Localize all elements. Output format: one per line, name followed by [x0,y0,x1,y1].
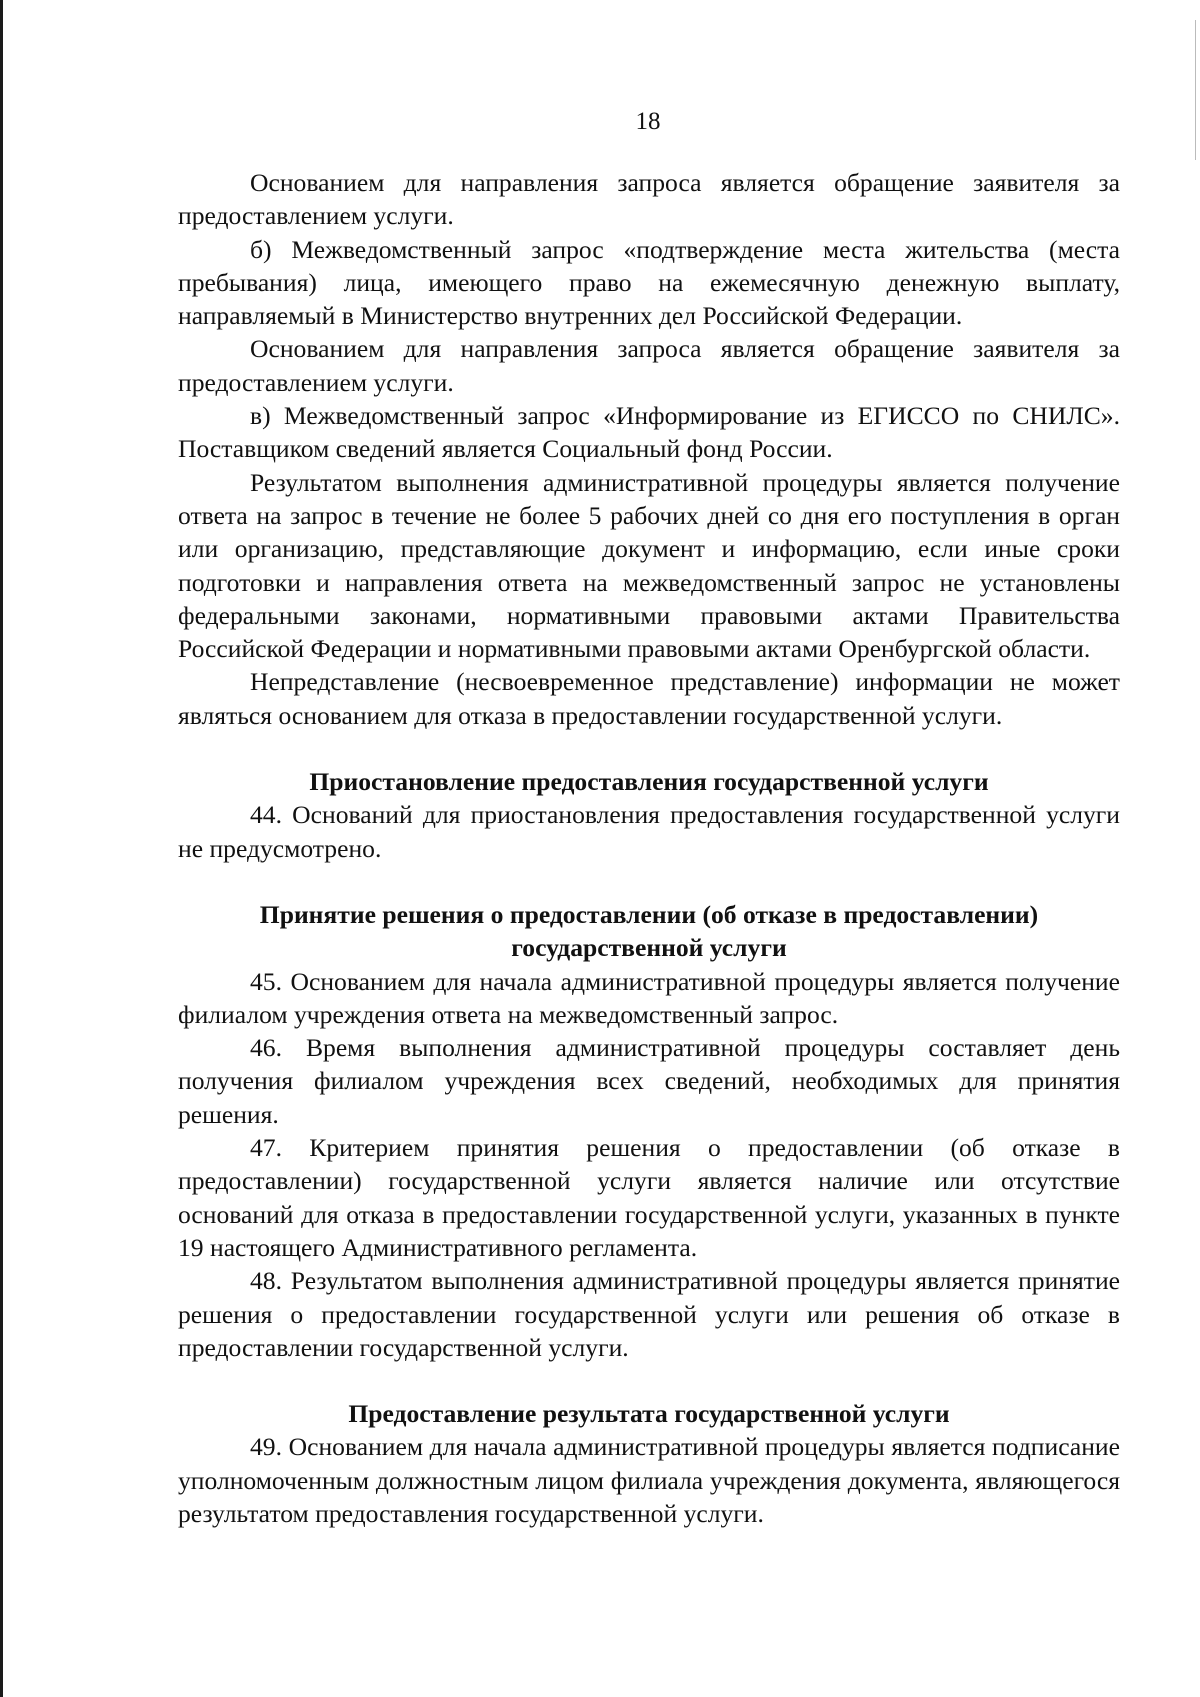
section-heading-decision: Принятие решения о предоставлении (об отказе в предоставлении) государственной услуги [259,899,1039,963]
paragraph: 46. Время выполнения административной процедуры составляет день получения филиалом учреждения всех сведений, необходимых для принятия решения. [178,1033,1120,1129]
document-page [178,166,1120,1530]
paragraph: Непредставление (несвоевременное представление) информации не может являться основанием для отказа в предоставлении государственной услуги. [178,667,1120,730]
paragraph: Основанием для направления запроса является обращение заявителя за предоставлением услуги. [178,334,1120,397]
page-number: 18 [635,108,661,135]
section-heading-result: Предоставление результата государственной услуги [348,1399,950,1429]
paragraph: в) Межведомственный запрос «Информирование из ЕГИССО по СНИЛС». Поставщиком сведений является Социальный фонд России. [178,401,1120,464]
section-gap [178,1364,1120,1397]
paragraph: б) Межведомственный запрос «подтверждение места жительства (места пребывания) лица, имеющего право на ежемесячную денежную выплату, направляемый в Министерство внутренних дел Российской Федерации. [178,234,1120,331]
paragraph: 48. Результатом выполнения административной процедуры является принятие решения о предоставлении государственной услуги или решения об отказе в предоставлении государственной услуги. [178,1266,1120,1362]
paragraph: Результатом выполнения административной процедуры является получение ответа на запрос в течение не более 5 рабочих дней со дня его поступления в орган или организацию, представляющие документ и информацию, если иные сроки подготовки и направления ответа на межведомственный запрос не установлены федеральными законами, нормативными правовыми актами Правительства Российской Федерации и нормативными правовыми актами Оренбургской области. [178,467,1120,664]
paragraph: 47. Критерием принятия решения о предоставлении (об отказе в предоставлении) государственной услуги является наличие или отсутствие оснований для отказа в предоставлении государственной услуги, указанных в пункте 19 настоящего Административного регламента. [178,1133,1120,1262]
paragraph: 44. Оснований для приостановления предоставления государственной услуги не предусмотрено. [178,800,1120,863]
section-heading-suspension: Приостановление предоставления государственной услуги [309,767,989,797]
scan-left-edge [0,0,3,1697]
paragraph: Основанием для направления запроса является обращение заявителя за предоставлением услуги. [178,168,1120,231]
paragraph: 49. Основанием для начала административной процедуры является подписание уполномоченным должностным лицом филиала учреждения документа, являющегося результатом предоставления государственной услуги. [178,1432,1120,1528]
section-gap [178,732,1120,765]
paragraph: 45. Основанием для начала административной процедуры является получение филиалом учреждения ответа на межведомственный запрос. [178,966,1120,1029]
section-gap [178,865,1120,898]
